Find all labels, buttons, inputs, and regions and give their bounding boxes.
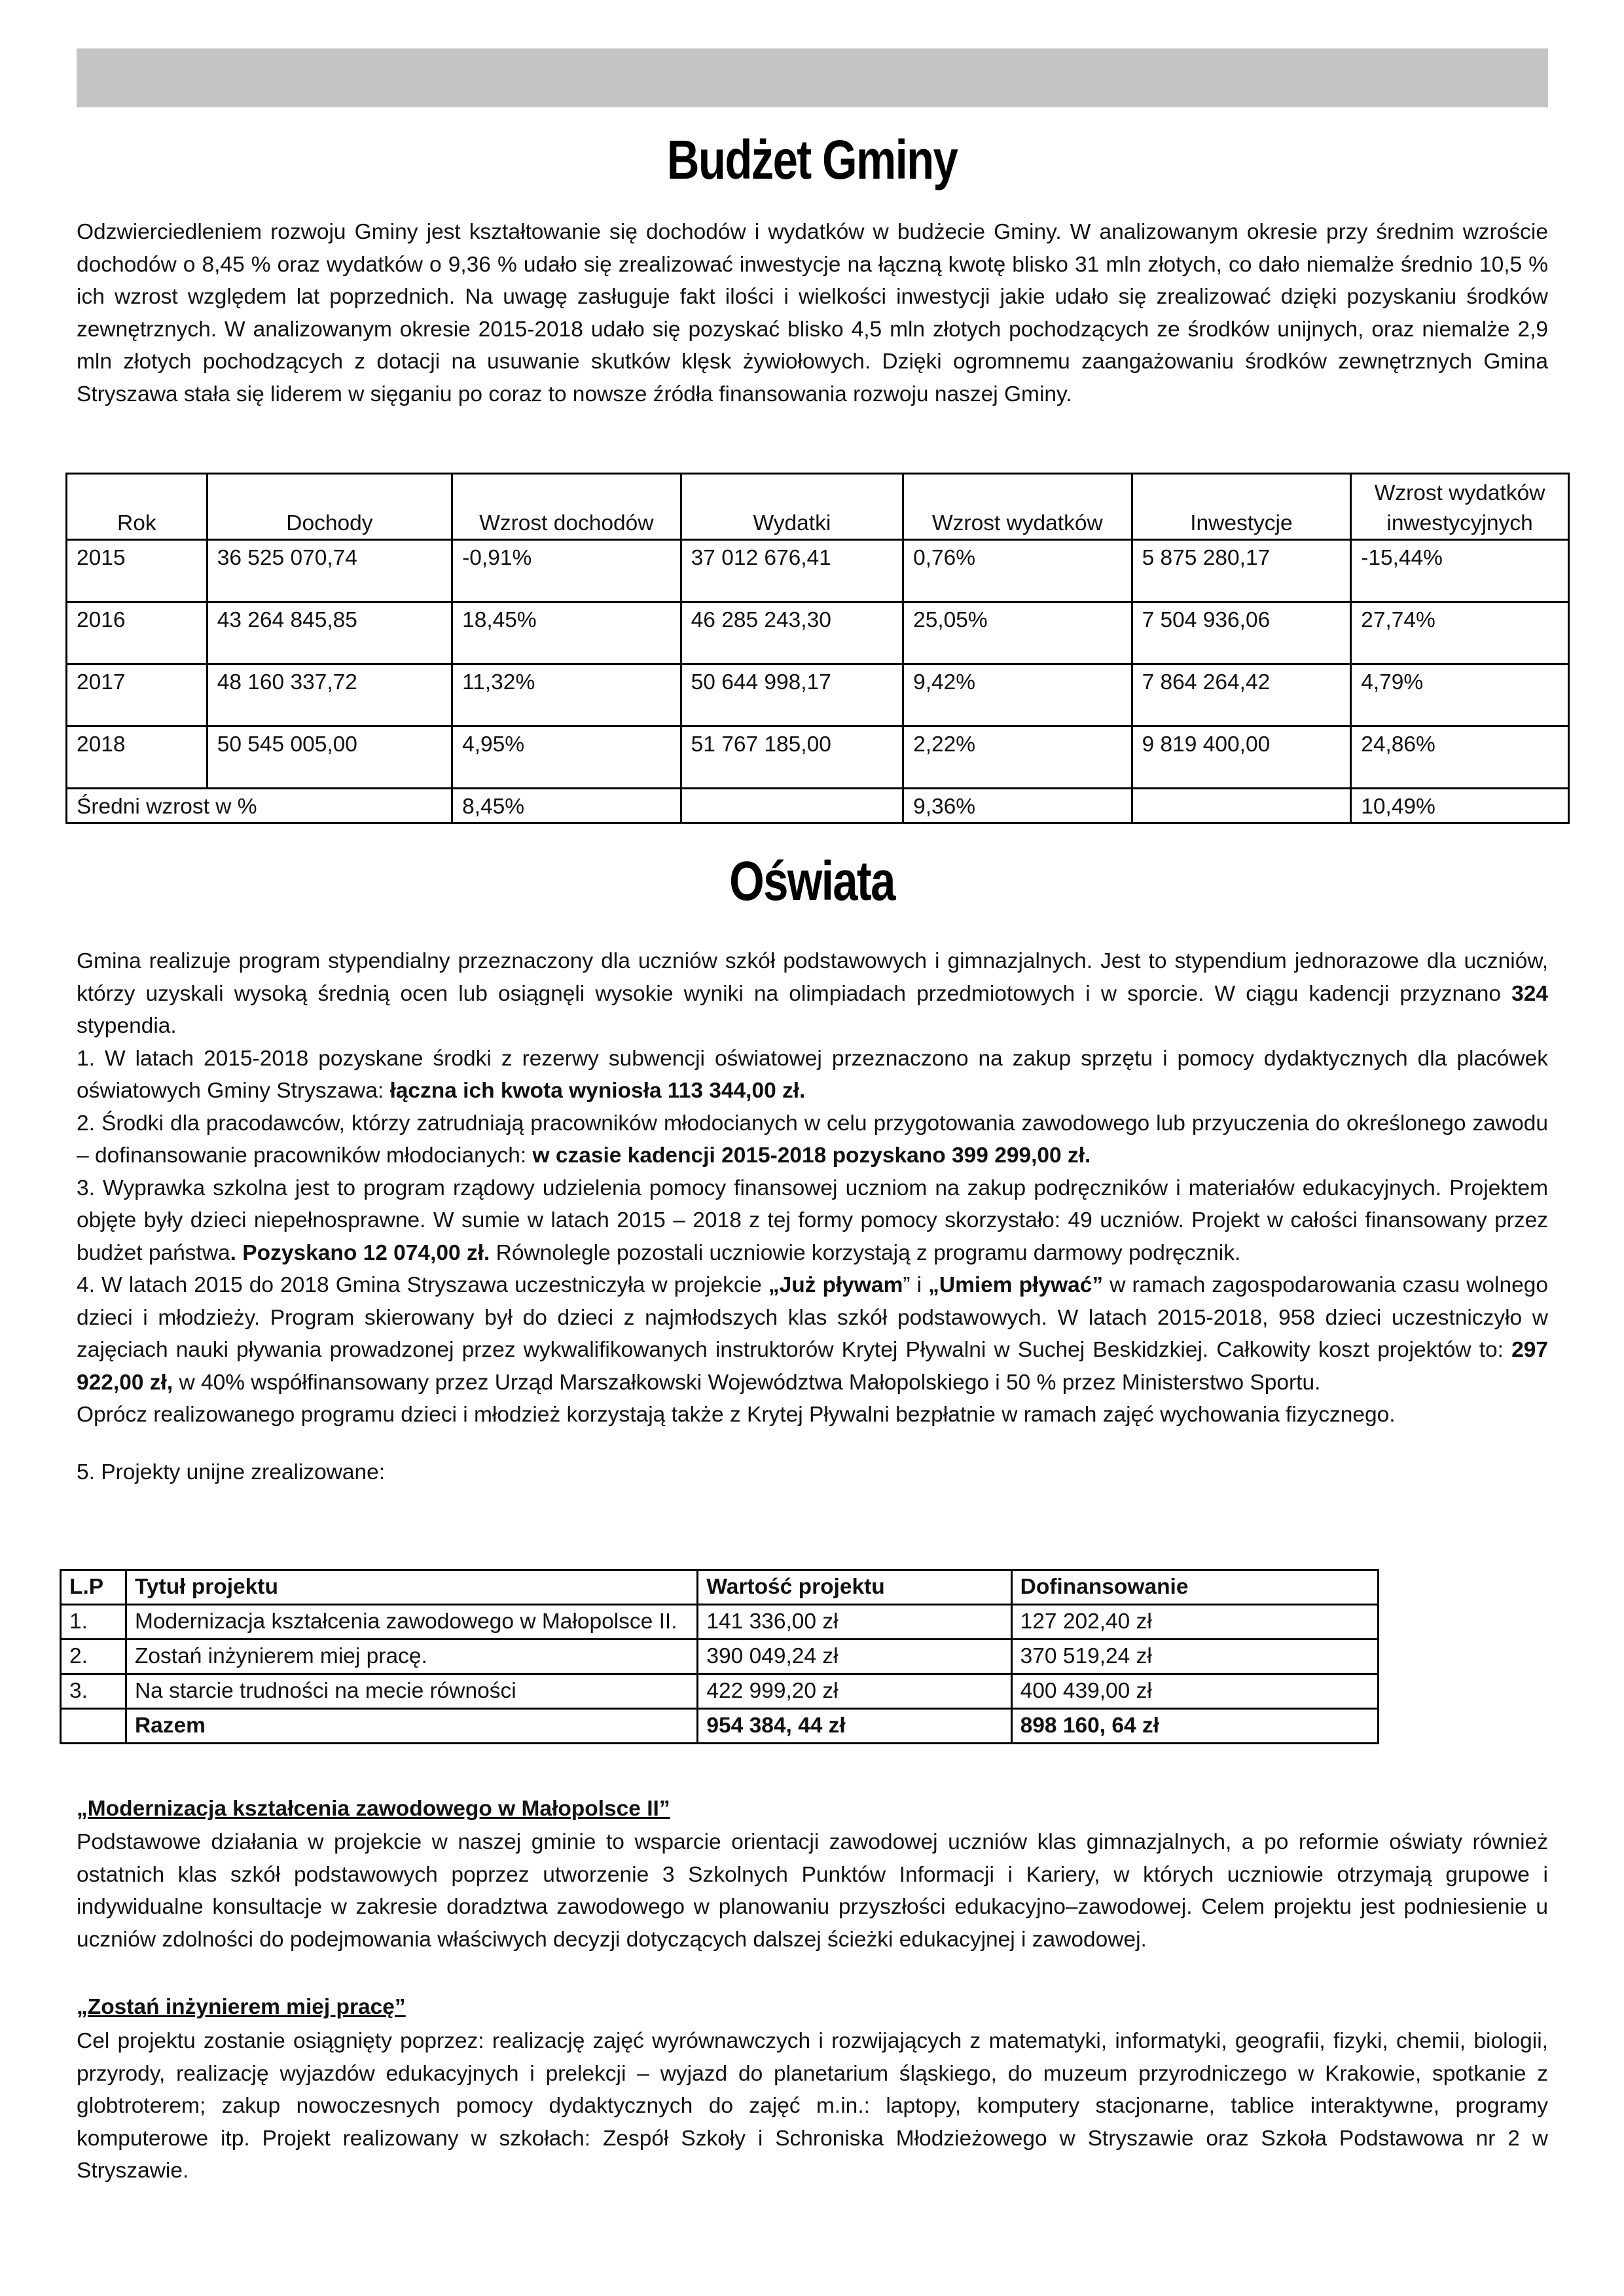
- cell: 370 519,24 zł: [1011, 1640, 1378, 1674]
- total-label: Razem: [126, 1709, 697, 1744]
- cell: 4,95%: [452, 726, 681, 789]
- cell: 127 202,40 zł: [1011, 1605, 1378, 1640]
- cell: 7 504 936,06: [1132, 602, 1351, 664]
- text: 3. Wyprawka szkolna jest to program rządowy udzielenia pomocy finansowej uczniom na zakup podręczników i materiałów edukacyjnych. Projektem objęte były dzieci niepełnosprawne. W sumie w latach 2015 – 2018 z tej formy pomocy skorzystało: 49 uczniów. Projekt w całości finansowany przez budżet państwa: [77, 1175, 1548, 1265]
- project2-title: „Zostań inżynierem miej pracę”: [77, 1995, 406, 2019]
- text: 4. W latach 2015 do 2018 Gmina Stryszawa uczestniczyła w projekcie: [77, 1273, 768, 1297]
- cell: 9 819 400,00: [1132, 726, 1351, 789]
- cell: 3.: [61, 1674, 126, 1709]
- text: Równolegle pozostali uczniowie korzystają z programu darmowy podręcznik.: [490, 1240, 1241, 1265]
- item-1: [77, 1043, 1548, 1107]
- cell: 48 160 337,72: [207, 664, 452, 726]
- col-rok: Rok: [67, 474, 208, 540]
- average-row: [67, 789, 1569, 823]
- item-4: [77, 1269, 1548, 1399]
- total-funding: 898 160, 64 zł: [1011, 1709, 1378, 1744]
- extra-paragraph: Oprócz realizowanego programu dzieci i młodzież korzystają także z Krytej Pływalni bezpłatnie w ramach zajęć wychowania fizycznego.: [77, 1403, 1396, 1427]
- cell: 50 644 998,17: [681, 664, 903, 726]
- cell: 2018: [67, 726, 208, 789]
- cell: 25,05%: [903, 602, 1132, 664]
- table-row: [67, 664, 1569, 726]
- col-wzrost-dochodow: Wzrost dochodów: [452, 474, 681, 540]
- cell: [681, 789, 903, 823]
- cell: 50 545 005,00: [207, 726, 452, 789]
- cell: 11,32%: [452, 664, 681, 726]
- cell: 43 264 845,85: [207, 602, 452, 664]
- cell: -0,91%: [452, 540, 681, 602]
- avg-invest: 10,49%: [1351, 789, 1569, 823]
- education-heading: Oświata: [729, 850, 895, 912]
- cell: 46 285 243,30: [681, 602, 903, 664]
- item-3: [77, 1172, 1548, 1270]
- cell: 0,76%: [903, 540, 1132, 602]
- cell: 2,22%: [903, 726, 1132, 789]
- project2-text: Cel projektu zostanie osiągnięty poprzez: realizację zajęć wyrównawczych i rozwijających z matematyki, informatyki, geografii, fizyki, chemii, biologii, przyrody, realizację wyjazdów edukacyjnych i prelekcji – wyjazd do planetarium śląskiego, do muzeum przyrodniczego w Krakowie, spotkanie z globtroterem; zakup nowoczesnych pomocy dydaktycznych do zajęć m.in.: laptopy, komputery stacjonarne, tablice interaktywne, programy komputerowe itp. Projekt realizowany w szkołach: Zespół Szkoły i Schroniska Młodzieżowego w Stryszawie oraz Szkoła Podstawowa nr 2 w Stryszawie.: [77, 2029, 1548, 2183]
- cell: 2016: [67, 602, 208, 664]
- spacer: [77, 1431, 1548, 1456]
- budget-table: [65, 473, 1570, 824]
- intro-paragraph: [77, 945, 1548, 1043]
- table-row: [61, 1674, 1379, 1709]
- cell: 51 767 185,00: [681, 726, 903, 789]
- item-2: [77, 1107, 1548, 1172]
- project1-title: „Modernizacja kształcenia zawodowego w Małopolsce II”: [77, 1797, 670, 1821]
- projects-table: [60, 1569, 1379, 1744]
- text: w 40% współfinansowany przez Urząd Marszałkowski Województwa Małopolskiego i 50 % przez Ministerstwo Sportu.: [173, 1370, 1321, 1395]
- text-bold: łączna ich kwota wyniosła 113 344,00 zł.: [389, 1079, 806, 1103]
- cell: 36 525 070,74: [207, 540, 452, 602]
- cell: 9,42%: [903, 664, 1132, 726]
- avg-label: Średni wzrost w %: [67, 789, 452, 823]
- col-wzrost-inwestycji: Wzrost wydatków inwestycyjnych: [1351, 474, 1569, 540]
- col-lp: L.P: [61, 1570, 126, 1605]
- total-value: 954 384, 44 zł: [698, 1709, 1011, 1744]
- cell: 2017: [67, 664, 208, 726]
- col-value: Wartość projektu: [698, 1570, 1011, 1605]
- text-bold: „Umiem pływać”: [928, 1273, 1104, 1297]
- col-wzrost-wydatkow: Wzrost wydatków: [903, 474, 1132, 540]
- table-row: [61, 1640, 1379, 1674]
- cell: Na starcie trudności na mecie równości: [126, 1674, 697, 1709]
- text: 2. Środki dla pracodawców, którzy zatrudniają pracowników młodocianych w celu przygotowania zawodowego lub przyuczenia do określonego zawodu – dofinansowanie pracowników młodocianych:: [77, 1111, 1548, 1168]
- budget-heading: Budżet Gminy: [666, 129, 958, 190]
- cell: 5 875 280,17: [1132, 540, 1351, 602]
- total-row: [61, 1709, 1379, 1744]
- cell: 2015: [67, 540, 208, 602]
- item-5: 5. Projekty unijne zrealizowane:: [77, 1460, 386, 1484]
- budget-paragraph: Odzwierciedleniem rozwoju Gminy jest kształtowanie się dochodów i wydatków w budżecie Gminy. W analizowanym okresie przy średnim wzroście dochodów o 8,45 % oraz wydatków o 9,36 % udało się zrealizować inwestycje na łączną kwotę blisko 31 mln złotych, co dało niemalże średnio 10,5 % ich wzrost względem lat poprzednich. Na uwagę zasługuje fakt ilości i wielkości inwestycji jakie udało się zrealizować dzięki pozyskaniu środków zewnętrznych. W analizowanym okresie 2015-2018 udało się pozyskać blisko 4,5 mln złotych pochodzących ze środków unijnych, oraz niemalże 2,9 mln złotych pochodzących z dotacji na usuwanie skutków klęsk żywiołowych. Dzięki ogromnemu zaangażowaniu środków zewnętrznych Gmina Stryszawa stała się liderem w sięganiu po coraz to nowsze źródła finansowania rozwoju naszej Gminy.: [77, 220, 1548, 406]
- col-funding: Dofinansowanie: [1011, 1570, 1378, 1605]
- cell: 400 439,00 zł: [1011, 1674, 1378, 1709]
- text-bold: 297 922,00 zł,: [77, 1338, 1548, 1395]
- cell: 390 049,24 zł: [698, 1640, 1011, 1674]
- text: 1. W latach 2015-2018 pozyskane środki z rezerwy subwencji oświatowej przeznaczono na zakup sprzętu i pomocy dydaktycznych dla placówek oświatowych Gminy Stryszawa:: [77, 1046, 1548, 1103]
- cell: 24,86%: [1351, 726, 1569, 789]
- avg-income: 8,45%: [452, 789, 681, 823]
- text-bold: w czasie kadencji 2015-2018 pozyskano 399 299,00 zł.: [532, 1143, 1091, 1168]
- table-row: [67, 726, 1569, 789]
- table-row: [67, 602, 1569, 664]
- cell: 27,74%: [1351, 602, 1569, 664]
- text-bold: 324: [1511, 981, 1548, 1006]
- table-row: [61, 1605, 1379, 1640]
- col-inwestycje: Inwestycje: [1132, 474, 1351, 540]
- header-bar: [77, 48, 1548, 107]
- cell: -15,44%: [1351, 540, 1569, 602]
- text: stypendia.: [77, 1014, 177, 1038]
- table-row: [67, 540, 1569, 602]
- budget-table-header: [67, 474, 1569, 540]
- cell: 4,79%: [1351, 664, 1569, 726]
- cell: 37 012 676,41: [681, 540, 903, 602]
- education-paragraphs: [77, 945, 1548, 1488]
- projects-table-header: [61, 1570, 1379, 1605]
- cell: 7 864 264,42: [1132, 664, 1351, 726]
- cell: 18,45%: [452, 602, 681, 664]
- col-wydatki: Wydatki: [681, 474, 903, 540]
- cell: 2.: [61, 1640, 126, 1674]
- col-title: Tytuł projektu: [126, 1570, 697, 1605]
- text-bold: „Już pływam: [768, 1273, 903, 1297]
- text-bold: . Pozyskano 12 074,00 zł.: [230, 1240, 490, 1265]
- cell: 141 336,00 zł: [698, 1605, 1011, 1640]
- project1-text: Podstawowe działania w projekcie w naszej gminie to wsparcie orientacji zawodowej uczniów klas gimnazjalnych, a po reformie oświaty również ostatnich klas szkół podstawowych poprzez utworzenie 3 Szkolnych Punktów Informacji i Kariery, w których uczniowie otrzymają grupowe i indywidualne konsultacje w zakresie doradztwa zawodowego w planowaniu przyszłości edukacyjno–zawodowej. Celem projektu jest podniesienie u uczniów zdolności do podejmowania właściwych decyzji dotyczących dalszej ścieżki edukacyjnej i zawodowej.: [77, 1830, 1548, 1952]
- cell: [1132, 789, 1351, 823]
- avg-expense: 9,36%: [903, 789, 1132, 823]
- cell: Zostań inżynierem miej pracę.: [126, 1640, 697, 1674]
- col-dochody: Dochody: [207, 474, 452, 540]
- text: ” i: [903, 1273, 929, 1297]
- cell: [61, 1709, 126, 1744]
- text: Gmina realizuje program stypendialny przeznaczony dla uczniów szkół podstawowych i gimnazjalnych. Jest to stypendium jednorazowe dla uczniów, którzy uzyskali wysoką średnią ocen lub osiągnęli wysokie wyniki na olimpiadach przedmiotowych i w sporcie. W ciągu kadencji przyznano: [77, 949, 1548, 1006]
- text: w ramach zagospodarowania czasu wolnego dzieci i młodzieży. Program skierowany był do dzieci z najmłodszych klas szkół podstawowych. W latach 2015-2018, 958 dzieci uczestniczyło w zajęciach nauki pływania prowadzonej przez wykwalifikowanych instruktorów Krytej Pływalni w Suchej Beskidzkiej. Całkowity koszt projektów to:: [77, 1273, 1548, 1362]
- cell: 1.: [61, 1605, 126, 1640]
- cell: Modernizacja kształcenia zawodowego w Małopolsce II.: [126, 1605, 697, 1640]
- cell: 422 999,20 zł: [698, 1674, 1011, 1709]
